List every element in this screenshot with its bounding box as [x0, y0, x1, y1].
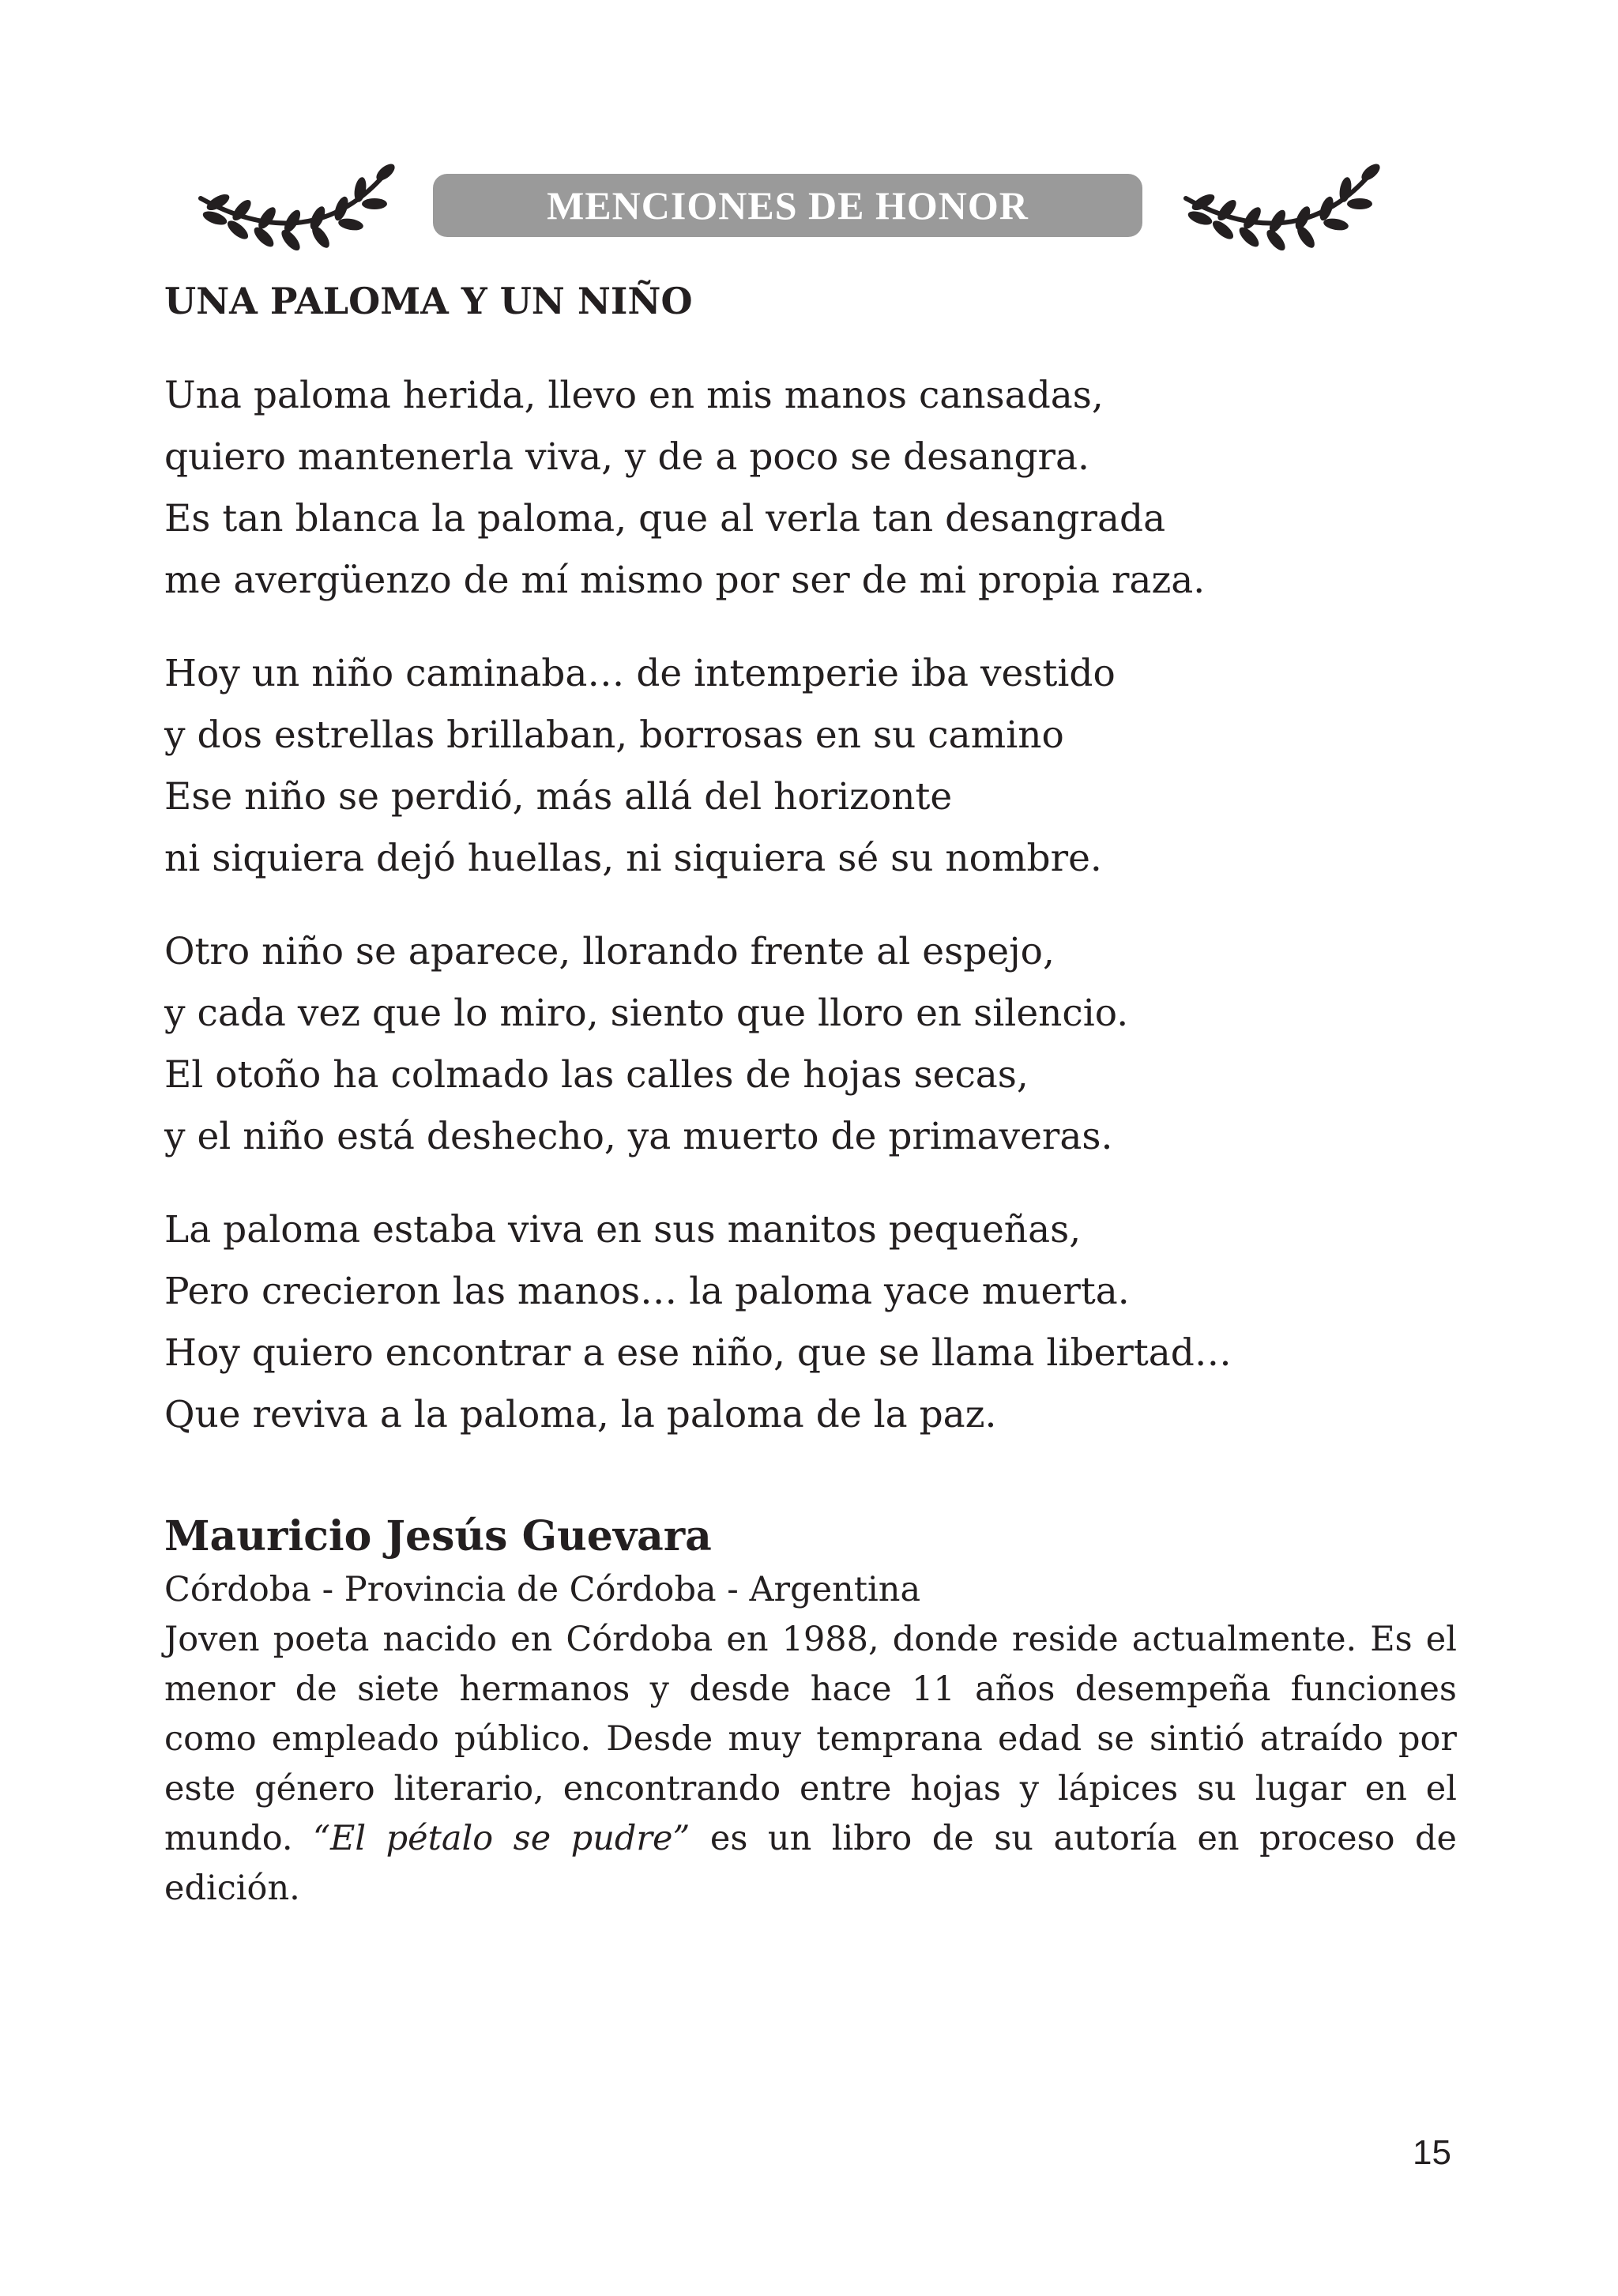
poem-title: UNA PALOMA Y UN NIÑO [164, 280, 693, 322]
author-info [164, 1509, 1457, 1914]
bio-text: Joven poeta nacido en Córdoba en 1988, donde reside actualmente. Es el menor de siete hermanos y desde hace 11 años desempeña funciones como empleado público. Desde muy temprana edad se sintió atraído por este género literario, encontrando entre hojas y lápices su lugar en el mundo. [164, 1620, 1457, 1858]
poem-line: ni siquiera dejó huellas, ni siquiera sé su nombre. [164, 837, 1102, 880]
bio-tail: es un libro de su autoría en proceso de edición. [164, 1819, 1458, 1908]
poem-line: quiero mantenerla viva, y de a poco se desangra. [164, 435, 1089, 479]
poem-line: y cada vez que lo miro, siento que lloro en silencio. [164, 992, 1129, 1035]
laurel-branch-icon [194, 155, 400, 265]
section-banner [433, 174, 1142, 237]
laurel-branch-icon [1180, 155, 1385, 265]
poem-line: me avergüenzo de mí mismo por ser de mi propia raza. [164, 559, 1206, 602]
stanza [164, 365, 1460, 612]
book-title: “El pétalo se pudre” [313, 1819, 690, 1858]
author-bio [164, 1615, 1457, 1914]
poem-line: Hoy quiero encontrar a ese niño, que se llama libertad… [164, 1331, 1232, 1375]
poem-line: Es tan blanca la paloma, que al verla tan desangrada [164, 497, 1166, 540]
stanza [164, 1199, 1460, 1446]
section-header [194, 155, 1381, 265]
poem-line: Una paloma herida, llevo en mis manos cansadas, [164, 374, 1104, 417]
poem-line: El otoño ha colmado las calles de hojas secas, [164, 1053, 1029, 1097]
poem-line: La paloma estaba viva en sus manitos pequeñas, [164, 1208, 1082, 1252]
poem-line: Ese niño se perdió, más allá del horizonte [164, 775, 953, 819]
poem-body [164, 365, 1460, 1477]
stanza [164, 643, 1460, 890]
poem-line: Que reviva a la paloma, la paloma de la paz. [164, 1393, 997, 1436]
poem-line: Otro niño se aparece, llorando frente al espejo, [164, 930, 1055, 973]
page-number: 15 [1413, 2133, 1451, 2172]
poem-line: Hoy un niño caminaba… de intemperie iba vestido [164, 652, 1116, 695]
poem-line: Pero crecieron las manos… la paloma yace muerta. [164, 1270, 1130, 1313]
author-place: Córdoba - Provincia de Córdoba - Argentina [164, 1570, 921, 1609]
poem-line: y dos estrellas brillaban, borrosas en su camino [164, 713, 1064, 757]
section-label: MENCIONES DE HONOR [547, 183, 1029, 228]
stanza [164, 921, 1460, 1168]
author-name: Mauricio Jesús Guevara [164, 1512, 712, 1560]
poem-line: y el niño está deshecho, ya muerto de primaveras. [164, 1115, 1113, 1158]
